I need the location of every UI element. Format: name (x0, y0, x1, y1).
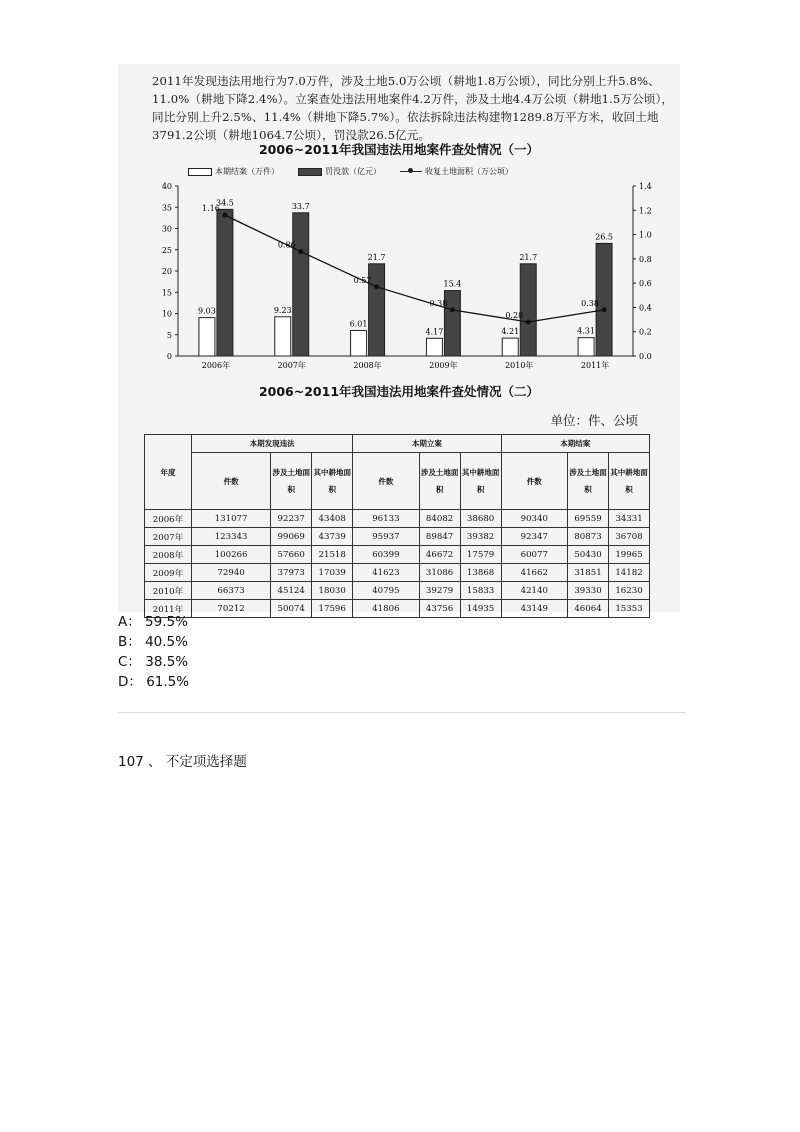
x-tick-label: 2007年 (277, 361, 306, 370)
y-right-tick-label: 1.2 (639, 206, 652, 216)
table-cell: 40795 (353, 582, 419, 600)
table-cell: 92347 (501, 528, 567, 546)
bar-fines-label: 21.7 (519, 252, 538, 262)
y-right-tick-label: 1.0 (639, 230, 652, 240)
table-cell: 15833 (460, 582, 501, 600)
table-unit: 单位：件、公顷 (550, 413, 638, 428)
bar-cases (351, 330, 367, 356)
bar-cases (426, 338, 442, 356)
option-b[interactable]: B： 40.5% (118, 634, 188, 650)
y-left-tick-label: 5 (166, 330, 172, 340)
table-cell: 41623 (353, 564, 419, 582)
sub-header-land: 涉及土地面积 (568, 453, 609, 510)
legend-line-swatch (400, 171, 422, 172)
table-cell: 60077 (501, 546, 567, 564)
legend-item-land: 收复土地面积（万公顷） (400, 166, 513, 177)
table-cell: 92237 (271, 510, 312, 528)
chart-title: 2006~2011年我国违法用地案件查处情况（一） (258, 142, 540, 157)
source-paragraph: 2011年发现违法用地行为7.0万件，涉及土地5.0万公顷（耕地1.8万公顷），同比分别上升5.8%、11.0%（耕地下降2.4%）。立案查处违法用地案件4.2万件，涉及土地4.4万公顷（耕地1.5万公顷），同比分别上升2.5%、11.4%（耕地下降5.7%）。依法拆除违法构建物1289.8万平方米，收回土地3791.2公顷（耕地1064.7公顷），罚没款26.5亿元。 (152, 74, 674, 142)
y-right-tick-label: 0.8 (639, 254, 652, 264)
table-cell: 14935 (460, 600, 501, 618)
table-row (145, 564, 650, 582)
table-cell: 66373 (192, 582, 271, 600)
row-year: 2007年 (145, 528, 192, 546)
table-cell: 16230 (609, 582, 650, 600)
table-cell: 123343 (192, 528, 271, 546)
bar-cases (275, 317, 291, 356)
table-cell: 31086 (419, 564, 460, 582)
y-right-tick-label: 1.4 (639, 182, 652, 191)
table-cell: 31851 (568, 564, 609, 582)
row-year: 2011年 (145, 600, 192, 618)
line-point (298, 249, 303, 254)
table-cell: 14182 (609, 564, 650, 582)
table-cell: 96133 (353, 510, 419, 528)
bar-cases-label: 4.21 (501, 327, 520, 337)
table-cell: 43739 (312, 528, 353, 546)
line-point (222, 213, 227, 218)
bar-cases-label: 4.17 (425, 327, 444, 337)
table-cell: 17596 (312, 600, 353, 618)
line-point-label: 0.57 (353, 275, 372, 285)
group-header-filed: 本期立案 (353, 435, 501, 453)
table-cell: 70212 (192, 600, 271, 618)
group-header-found: 本期发现违法 (192, 435, 353, 453)
option-a[interactable]: A： 59.5% (118, 614, 188, 630)
line-point (450, 307, 455, 312)
option-d[interactable]: D： 61.5% (118, 674, 190, 690)
x-tick-label: 2010年 (505, 361, 534, 370)
x-tick-label: 2006年 (201, 361, 231, 370)
table-cell: 39330 (568, 582, 609, 600)
sub-header-count: 件数 (192, 453, 271, 510)
table-cell: 57660 (271, 546, 312, 564)
table-row (145, 510, 650, 528)
table-cell: 39382 (460, 528, 501, 546)
bar-fines-label: 26.5 (595, 232, 613, 242)
y-left-tick-label: 25 (161, 245, 172, 255)
table-row (145, 600, 650, 618)
sub-header-farmland: 其中耕地面积 (460, 453, 501, 510)
bar-line-chart (118, 176, 680, 376)
table-title: 2006~2011年我国违法用地案件查处情况（二） (258, 384, 540, 399)
bar-cases (502, 338, 518, 356)
bar-cases-label: 9.23 (273, 305, 292, 315)
legend-item-cases: 本期结案（万件） (188, 166, 279, 177)
table-cell: 131077 (192, 510, 271, 528)
table-cell: 100266 (192, 546, 271, 564)
next-question-heading: 107 、 不定项选择题 (118, 754, 247, 770)
table-cell: 46064 (568, 600, 609, 618)
y-left-tick-label: 0 (166, 352, 172, 361)
bar-fines-label: 33.7 (291, 201, 310, 211)
legend-swatch-dark (298, 168, 322, 176)
table-cell: 36708 (609, 528, 650, 546)
bar-fines (293, 213, 309, 356)
table-cell: 37973 (271, 564, 312, 582)
line-point (526, 320, 531, 325)
sub-header-land: 涉及土地面积 (419, 453, 460, 510)
answer-options (118, 612, 189, 692)
line-point-label: 0.38 (429, 298, 448, 308)
row-year: 2008年 (145, 546, 192, 564)
y-right-tick-label: 0.4 (639, 303, 652, 313)
year-header: 年度 (145, 435, 192, 510)
y-right-tick-label: 0.2 (639, 327, 652, 337)
x-tick-label: 2011年 (580, 361, 610, 370)
x-tick-label: 2009年 (429, 361, 458, 370)
y-left-tick-label: 20 (161, 267, 172, 276)
table-cell: 43408 (312, 510, 353, 528)
line-point-label: 1.16 (202, 204, 220, 214)
legend-swatch-white (188, 168, 212, 176)
bar-fines (520, 264, 536, 356)
row-year: 2009年 (145, 564, 192, 582)
table-row (145, 582, 650, 600)
legend-item-fines: 罚没款（亿元） (298, 166, 381, 177)
group-header-closed: 本期结案 (501, 435, 649, 453)
table-cell: 89847 (419, 528, 460, 546)
table-cell: 50430 (568, 546, 609, 564)
y-left-tick-label: 15 (161, 288, 172, 298)
table-cell: 17039 (312, 564, 353, 582)
table-row (145, 546, 650, 564)
sub-header-land: 涉及土地面积 (271, 453, 312, 510)
table-cell: 84082 (419, 510, 460, 528)
bar-cases-label: 9.03 (198, 306, 216, 316)
divider (118, 712, 686, 713)
table-cell: 46672 (419, 546, 460, 564)
row-year: 2010年 (145, 582, 192, 600)
table-cell: 41806 (353, 600, 419, 618)
table-cell: 90340 (501, 510, 567, 528)
question-scan-image (118, 64, 680, 615)
table-cell: 60399 (353, 546, 419, 564)
table-cell: 72940 (192, 564, 271, 582)
table-row (145, 528, 650, 546)
y-left-tick-label: 35 (161, 203, 172, 213)
line-point (602, 307, 607, 312)
line-point (374, 284, 379, 289)
table-cell: 15353 (609, 600, 650, 618)
bar-fines-label: 34.5 (216, 198, 234, 208)
table-cell: 45124 (271, 582, 312, 600)
table-cell: 42140 (501, 582, 567, 600)
y-right-tick-label: 0.6 (639, 279, 652, 289)
table-cell: 34331 (609, 510, 650, 528)
table-cell: 50074 (271, 600, 312, 618)
table-cell: 41662 (501, 564, 567, 582)
table-cell: 39279 (419, 582, 460, 600)
table-cell: 13868 (460, 564, 501, 582)
table-cell: 69559 (568, 510, 609, 528)
bar-cases (578, 338, 594, 356)
table-cell: 18030 (312, 582, 353, 600)
bar-cases-label: 4.31 (577, 326, 595, 336)
sub-header-farmland: 其中耕地面积 (609, 453, 650, 510)
table-cell: 43756 (419, 600, 460, 618)
line-point-label: 0.38 (581, 298, 599, 308)
table-cell: 17579 (460, 546, 501, 564)
bar-cases (199, 318, 215, 356)
table-cell: 21518 (312, 546, 353, 564)
bar-fines-label: 15.4 (443, 279, 462, 289)
line-point-label: 0.28 (505, 311, 524, 320)
data-table (144, 434, 650, 618)
y-left-tick-label: 40 (161, 182, 172, 191)
row-year: 2006年 (145, 510, 192, 528)
table-cell: 38680 (460, 510, 501, 528)
sub-header-farmland: 其中耕地面积 (312, 453, 353, 510)
y-left-tick-label: 30 (161, 224, 172, 234)
y-left-tick-label: 10 (161, 309, 172, 319)
line-point-label: 0.86 (277, 240, 296, 250)
bar-fines (217, 209, 233, 356)
table-cell: 19965 (609, 546, 650, 564)
option-c[interactable]: C： 38.5% (118, 654, 189, 670)
y-right-tick-label: 0.0 (639, 352, 652, 361)
bar-fines-label: 21.7 (367, 252, 386, 262)
sub-header-count: 件数 (501, 453, 567, 510)
x-tick-label: 2008年 (353, 361, 382, 370)
table-cell: 43149 (501, 600, 567, 618)
table-cell: 80873 (568, 528, 609, 546)
table-cell: 95937 (353, 528, 419, 546)
bar-cases-label: 6.01 (349, 319, 368, 329)
sub-header-count: 件数 (353, 453, 419, 510)
table-cell: 99069 (271, 528, 312, 546)
